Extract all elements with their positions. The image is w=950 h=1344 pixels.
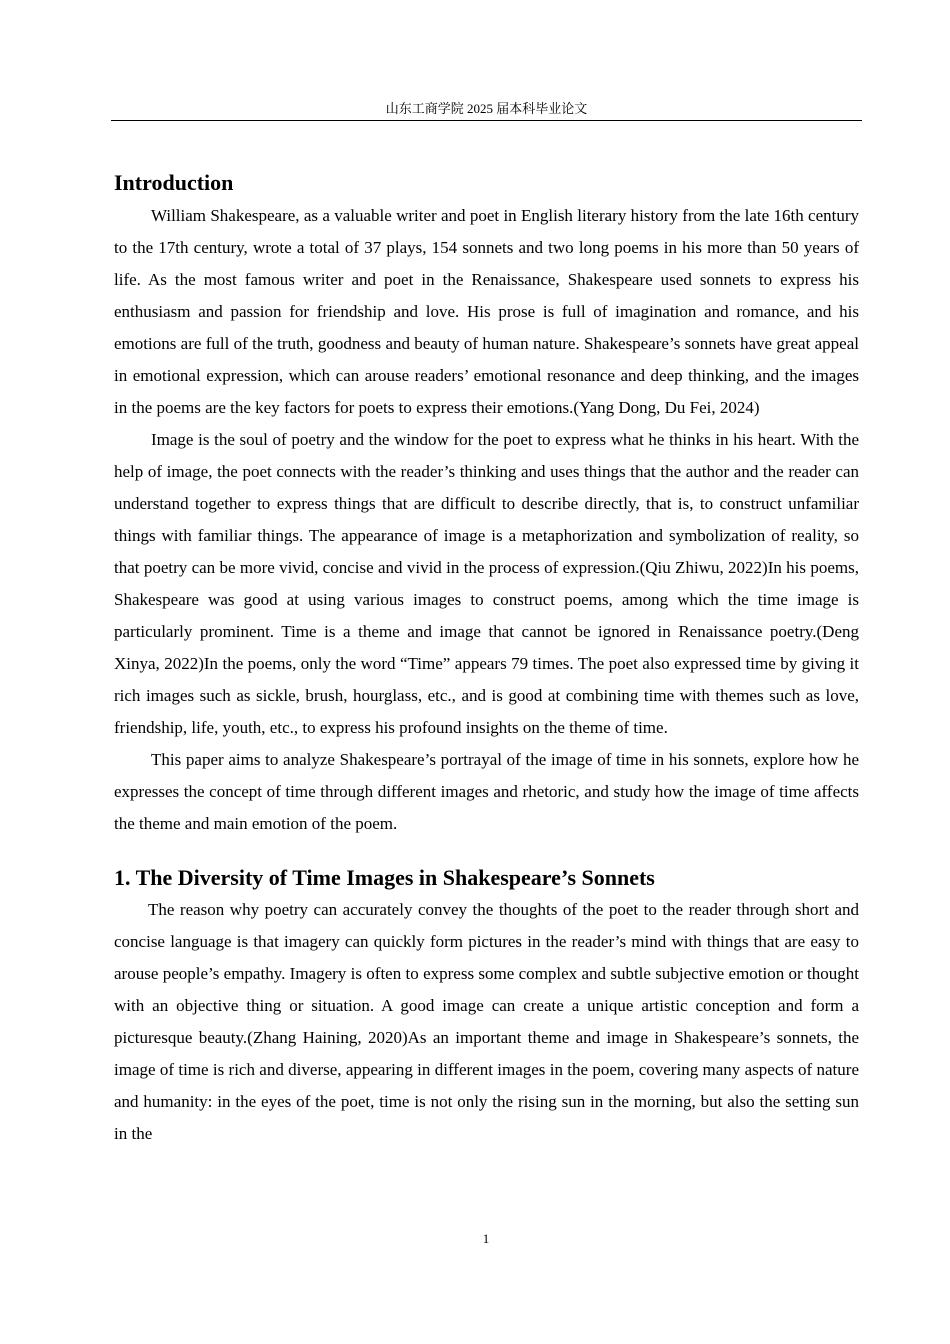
- section-1-paragraph-1: The reason why poetry can accurately convey the thoughts of the poet to the reader through short and concise language is that imagery can quickly form pictures in the reader’s mind with things that are easy to arouse people’s empathy. Imagery is often to express some complex and subtle subjective emotion or thought with an objective thing or situation. A good image can create a unique artistic conception and form a picturesque beauty.(Zhang Haining, 2020)As an important theme and image in Shakespeare’s sonnets, the image of time is rich and diverse, appearing in different images in the poem, covering many aspects of nature and humanity: in the eyes of the poet, time is not only the rising sun in the morning, but also the setting sun in the: [114, 900, 859, 1143]
- intro-paragraph-1: William Shakespeare, as a valuable writer and poet in English literary history from the late 16th century to the 17th century, wrote a total of 37 plays, 154 sonnets and two long poems in his more than 50 years of life. As the most famous writer and poet in the Renaissance, Shakespeare used sonnets to express his enthusiasm and passion for friendship and love. His prose is full of imagination and romance, and his emotions are full of the truth, goodness and beauty of human nature. Shakespeare’s sonnets have great appeal in emotional expression, which can arouse readers’ emotional resonance and deep thinking, and the images in the poems are the key factors for poets to express their emotions.(Yang Dong, Du Fei, 2024): [114, 206, 859, 417]
- introduction-heading: Introduction: [114, 170, 234, 195]
- intro-paragraph-2: Image is the soul of poetry and the window for the poet to express what he thinks in his heart. With the help of image, the poet connects with the reader’s thinking and uses things that the author and the reader can understand together to express things that are difficult to describe directly, that is, to construct unfamiliar things with familiar things. The appearance of image is a metaphorization and symbolization of reality, so that poetry can be more vivid, concise and vivid in the process of expression.(Qiu Zhiwu, 2022)In his poems, Shakespeare was good at using various images to construct poems, among which the time image is particularly prominent. Time is a theme and image that cannot be ignored in Renaissance poetry.(Deng Xinya, 2022)In the poems, only the word “Time” appears 79 times. The poet also expressed time by giving it rich images such as sickle, brush, hourglass, etc., and is good at combining time with themes such as love, friendship, life, youth, etc., to express his profound insights on the theme of time.: [114, 430, 859, 737]
- page-content: [114, 168, 859, 1150]
- header-rule: [111, 120, 862, 121]
- intro-paragraph-3: This paper aims to analyze Shakespeare’s portrayal of the image of time in his sonnets, explore how he expresses the concept of time through different images and rhetoric, and study how the image of time affects the theme and main emotion of the poem.: [114, 750, 859, 833]
- running-header: 山东工商学院 2025 届本科毕业论文: [385, 101, 588, 116]
- page-number: 1: [482, 1231, 490, 1246]
- section-1-heading: 1. The Diversity of Time Images in Shakespeare’s Sonnets: [114, 865, 655, 890]
